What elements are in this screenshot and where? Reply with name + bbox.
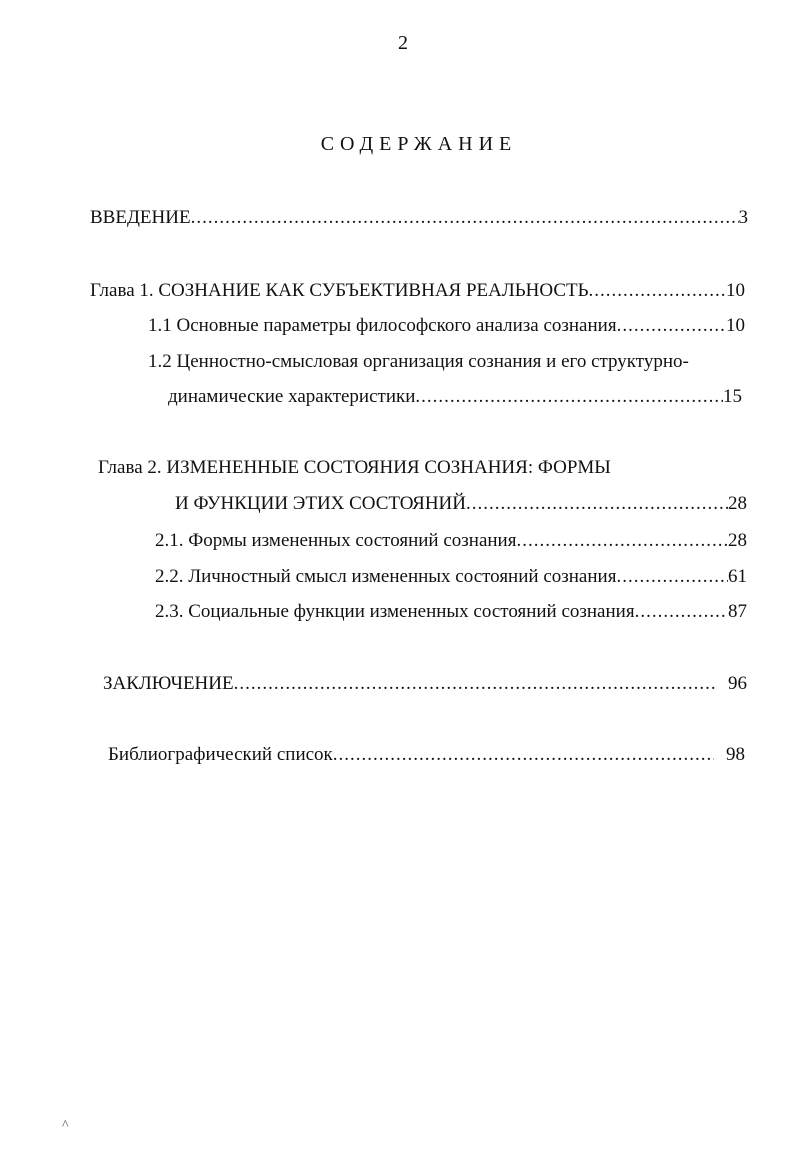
toc-entry-label: 1.1 Основные параметры философского анализа сознания	[148, 315, 617, 336]
toc-entry-section-1-2-line1[interactable]: 1.2 Ценностно-смысловая организация сознания и его структурно-	[148, 351, 689, 372]
toc-entry-section-2-1[interactable]	[155, 529, 747, 553]
toc-entry-chapter-2-line1[interactable]: Глава 2. ИЗМЕНЕННЫЕ СОСТОЯНИЯ СОЗНАНИЯ: ФОРМЫ	[98, 457, 611, 478]
scan-mark: ^	[62, 1118, 69, 1133]
toc-entry-introduction[interactable]	[90, 206, 748, 230]
toc-entry-conclusion[interactable]	[103, 672, 747, 696]
toc-entry-page: 28	[728, 493, 747, 514]
leader-dots	[589, 279, 726, 303]
toc-entry-page: 15	[723, 386, 742, 407]
leader-dots	[516, 529, 728, 553]
leader-dots	[616, 565, 728, 589]
leader-dots	[466, 492, 728, 516]
leader-dots	[635, 600, 728, 624]
toc-entry-label: 2.1. Формы измененных состояний сознания	[155, 530, 517, 551]
page-number: 2	[398, 32, 408, 54]
toc-entry-section-2-2[interactable]	[155, 565, 747, 589]
toc-entry-page: 10	[726, 315, 745, 336]
toc-entry-page: 28	[728, 530, 747, 551]
toc-entry-label: Библиографический список	[108, 744, 333, 765]
toc-entry-bibliography[interactable]	[108, 743, 745, 767]
toc-entry-page: 96	[728, 673, 747, 694]
toc-entry-page: 10	[726, 280, 745, 301]
toc-entry-label: ЗАКЛЮЧЕНИЕ	[103, 673, 234, 694]
leader-dots	[333, 743, 714, 767]
toc-entry-page: 98	[726, 744, 745, 765]
leader-dots	[415, 385, 723, 409]
leader-dots	[617, 314, 726, 338]
toc-entry-page: 3	[738, 207, 748, 228]
toc-title: СОДЕРЖАНИЕ	[320, 133, 518, 155]
toc-entry-label: И ФУНКЦИИ ЭТИХ СОСТОЯНИЙ	[175, 493, 466, 514]
toc-entry-chapter-2[interactable]	[175, 492, 747, 516]
toc-entry-label: динамические характеристики	[168, 386, 416, 407]
leader-dots	[191, 206, 739, 230]
toc-entry-page: 61	[728, 566, 747, 587]
toc-entry-label: 2.2. Личностный смысл измененных состояний сознания	[155, 566, 617, 587]
toc-entry-section-1-2[interactable]	[168, 385, 742, 409]
leader-dots	[234, 672, 716, 696]
toc-entry-chapter-1[interactable]	[90, 279, 745, 303]
toc-entry-label: 2.3. Социальные функции измененных состояний сознания	[155, 601, 635, 622]
toc-entry-section-2-3[interactable]	[155, 600, 747, 624]
toc-entry-label: Глава 1. СОЗНАНИЕ КАК СУБЪЕКТИВНАЯ РЕАЛЬНОСТЬ	[90, 280, 589, 301]
toc-entry-section-1-1[interactable]	[148, 314, 745, 338]
toc-entry-page: 87	[728, 601, 747, 622]
toc-entry-label: ВВЕДЕНИЕ	[90, 207, 191, 228]
